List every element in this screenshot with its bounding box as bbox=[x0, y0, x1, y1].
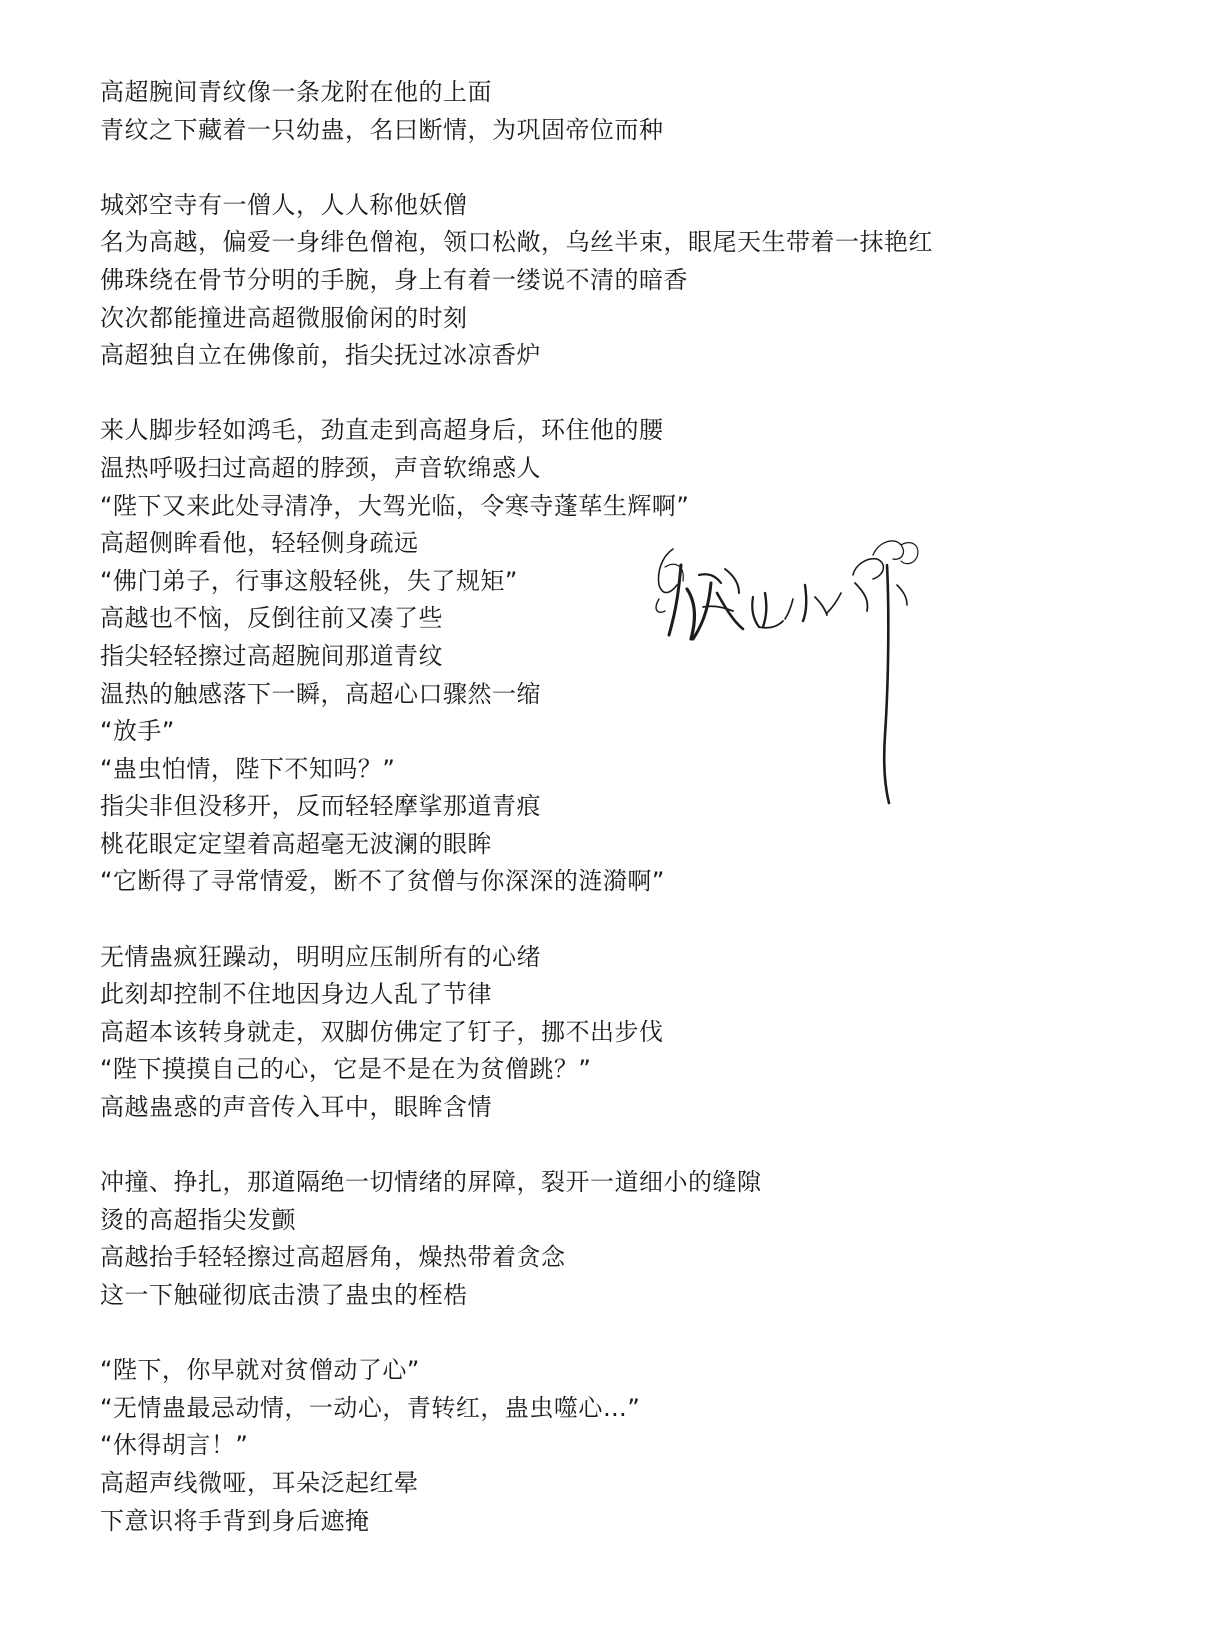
text-line: 桃花眼定定望着高超毫无波澜的眼眸 bbox=[100, 829, 492, 858]
text-line: 高超侧眸看他，轻轻侧身疏远 bbox=[100, 529, 419, 558]
text-line: 佛珠绕在骨节分明的手腕，身上有着一缕说不清的暗香 bbox=[100, 265, 688, 294]
text-line: “休得胡言！” bbox=[100, 1431, 249, 1460]
text-line: 高超声线微哑，耳朵泛起红晕 bbox=[100, 1468, 419, 1497]
text-line: 高越蛊惑的声音传入耳中，眼眸含情 bbox=[100, 1093, 492, 1122]
text-line: 青纹之下藏着一只幼蛊，名曰断情，为巩固帝位而种 bbox=[100, 115, 664, 144]
text-line: 冲撞、挣扎，那道隔绝一切情绪的屏障，裂开一道细小的缝隙 bbox=[100, 1168, 762, 1197]
text-line: 高超本该转身就走，双脚仿佛定了钉子，挪不出步伐 bbox=[100, 1017, 664, 1046]
text-line: 烫的高超指尖发颤 bbox=[100, 1205, 296, 1234]
text-line: “陛下摸摸自己的心，它是不是在为贫僧跳？” bbox=[100, 1055, 592, 1084]
text-line: 来人脚步轻如鸿毛，劲直走到高超身后，环住他的腰 bbox=[100, 416, 664, 445]
text-line: 名为高越，偏爱一身绯色僧袍，领口松敞，乌丝半束，眼尾天生带着一抹艳红 bbox=[100, 228, 933, 257]
text-line: “它断得了寻常情爱，断不了贫僧与你深深的涟漪啊” bbox=[100, 867, 665, 896]
text-line: 高超独自立在佛像前，指尖抚过冰凉香炉 bbox=[100, 341, 541, 370]
text-line: “佛门弟子，行事这般轻佻，失了规矩” bbox=[100, 566, 518, 595]
text-line: 城郊空寺有一僧人，人人称他妖僧 bbox=[100, 190, 468, 219]
text-line: “蛊虫怕情，陛下不知吗？” bbox=[100, 754, 396, 783]
text-line: 指尖轻轻擦过高超腕间那道青纹 bbox=[100, 641, 443, 670]
text-line: 次次都能撞进高超微服偷闲的时刻 bbox=[100, 303, 468, 332]
text-line: 温热呼吸扫过高超的脖颈，声音软绵惑人 bbox=[100, 453, 541, 482]
text-line: “放手” bbox=[100, 717, 175, 746]
text-line: 高超腕间青纹像一条龙附在他的上面 bbox=[100, 78, 492, 106]
text-line: 这一下触碰彻底击溃了蛊虫的桎梏 bbox=[100, 1281, 468, 1309]
text-line: “无情蛊最忌动情，一动心，青转红，蛊虫噬心…” bbox=[100, 1393, 641, 1422]
handwritten-signature bbox=[655, 535, 955, 825]
text-line: 下意识将手背到身后遮掩 bbox=[100, 1506, 370, 1535]
paragraph-break bbox=[100, 375, 1060, 413]
text-line: 指尖非但没移开，反而轻轻摩挲那道青痕 bbox=[100, 792, 541, 821]
text-line: “陛下，你早就对贫僧动了心” bbox=[100, 1356, 420, 1385]
paragraph-break bbox=[100, 901, 1060, 939]
signature-drawing bbox=[655, 535, 955, 825]
text-line: 无情蛊疯狂躁动，明明应压制所有的心绪 bbox=[100, 942, 541, 971]
text-line: 温热的触感落下一瞬，高超心口骤然一缩 bbox=[100, 679, 541, 708]
text-line: 高越抬手轻轻擦过高超唇角，燥热带着贪念 bbox=[100, 1243, 566, 1272]
text-line: “陛下又来此处寻清净，大驾光临，令寒寺蓬荜生辉啊” bbox=[100, 491, 690, 520]
paragraph-break bbox=[100, 1127, 1060, 1165]
text-line: 高越也不恼，反倒往前又凑了些 bbox=[100, 604, 443, 633]
text-line: 此刻却控制不住地因身边人乱了节律 bbox=[100, 980, 492, 1009]
paragraph-break bbox=[100, 149, 1060, 187]
paragraph-break bbox=[100, 1315, 1060, 1353]
